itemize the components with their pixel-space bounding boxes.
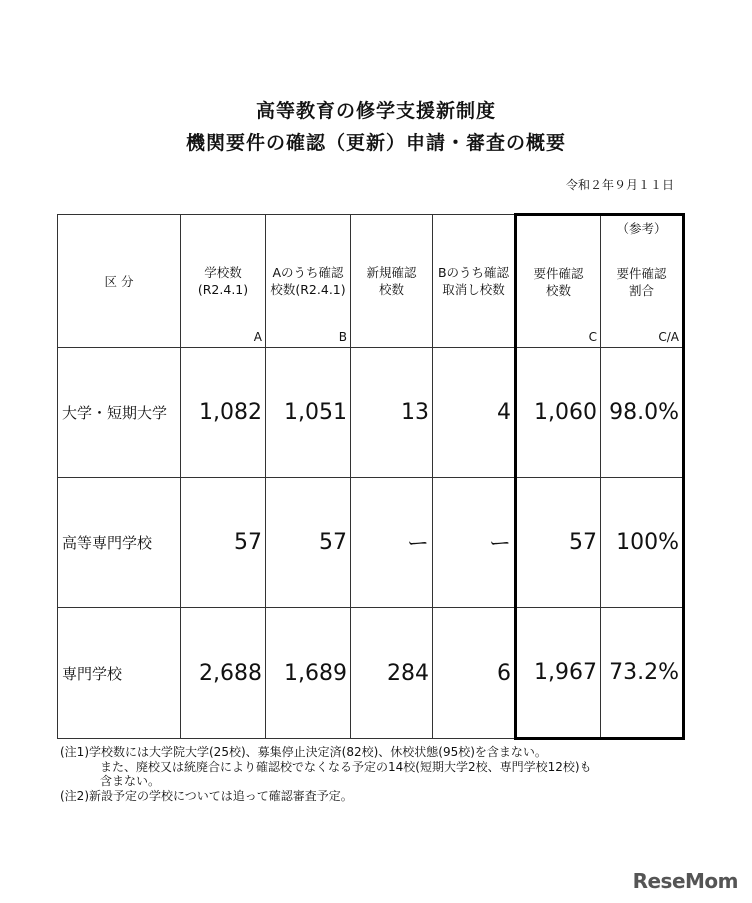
cell: 13	[351, 348, 433, 478]
cell: 1,689	[266, 608, 351, 739]
cell: 284	[351, 608, 433, 739]
cell: 1,967	[516, 608, 601, 739]
cell: 2,688	[181, 608, 266, 739]
cell: ー	[351, 478, 433, 608]
cell: 6	[433, 608, 516, 739]
cell: 1,060	[516, 348, 601, 478]
document-subtitle: 機関要件の確認（更新）申請・審査の概要	[185, 132, 566, 154]
footnotes	[60, 745, 592, 803]
cell: 57	[516, 478, 601, 608]
header-row	[58, 215, 684, 348]
cell: 73.2%	[601, 608, 684, 739]
resemom-logo: ReseMom	[632, 869, 738, 893]
header-revoked: Bのうち確認 取消し校数	[433, 215, 516, 348]
document-title: 高等教育の修学支援新制度	[255, 100, 496, 122]
header-requirement-confirmed: 要件確認 校数 C	[516, 215, 601, 348]
document-date: 令和２年９月１１日	[565, 178, 674, 192]
row-label: 高等専門学校	[58, 478, 181, 608]
note-2: (注2)新設予定の学校については追って確認審査予定。	[60, 788, 353, 803]
cell: ー	[433, 478, 516, 608]
header-ratio: （参考） 要件確認 割合 C/A	[601, 215, 684, 348]
cell: 4	[433, 348, 516, 478]
note-1: (注1)学校数には大学院大学(25校)、募集停止決定済(82校)、休校状態(95校)を含まない。	[60, 745, 547, 759]
header-confirmed-count: Aのうち確認 校数(R2.4.1) B	[266, 215, 351, 348]
row-label: 専門学校	[58, 608, 181, 739]
cell: 100%	[601, 478, 684, 608]
cell: 57	[266, 478, 351, 608]
table-row	[58, 608, 684, 739]
note-1-cont: また、廃校又は統廃合により確認校でなくなる予定の14校(短期大学2校、専門学校12校)も	[100, 759, 592, 774]
summary-table	[57, 213, 685, 740]
header-new-confirmed: 新規確認 校数	[351, 215, 433, 348]
cell: 1,082	[181, 348, 266, 478]
cell: 98.0%	[601, 348, 684, 478]
table-row	[58, 348, 684, 478]
table-row	[58, 478, 684, 608]
row-label: 大学・短期大学	[58, 348, 181, 478]
cell: 1,051	[266, 348, 351, 478]
note-1-cont2: 含まない。	[100, 774, 161, 788]
header-school-count: 学校数 (R2.4.1) A	[181, 215, 266, 348]
header-category: 区 分	[58, 215, 181, 348]
cell: 57	[181, 478, 266, 608]
